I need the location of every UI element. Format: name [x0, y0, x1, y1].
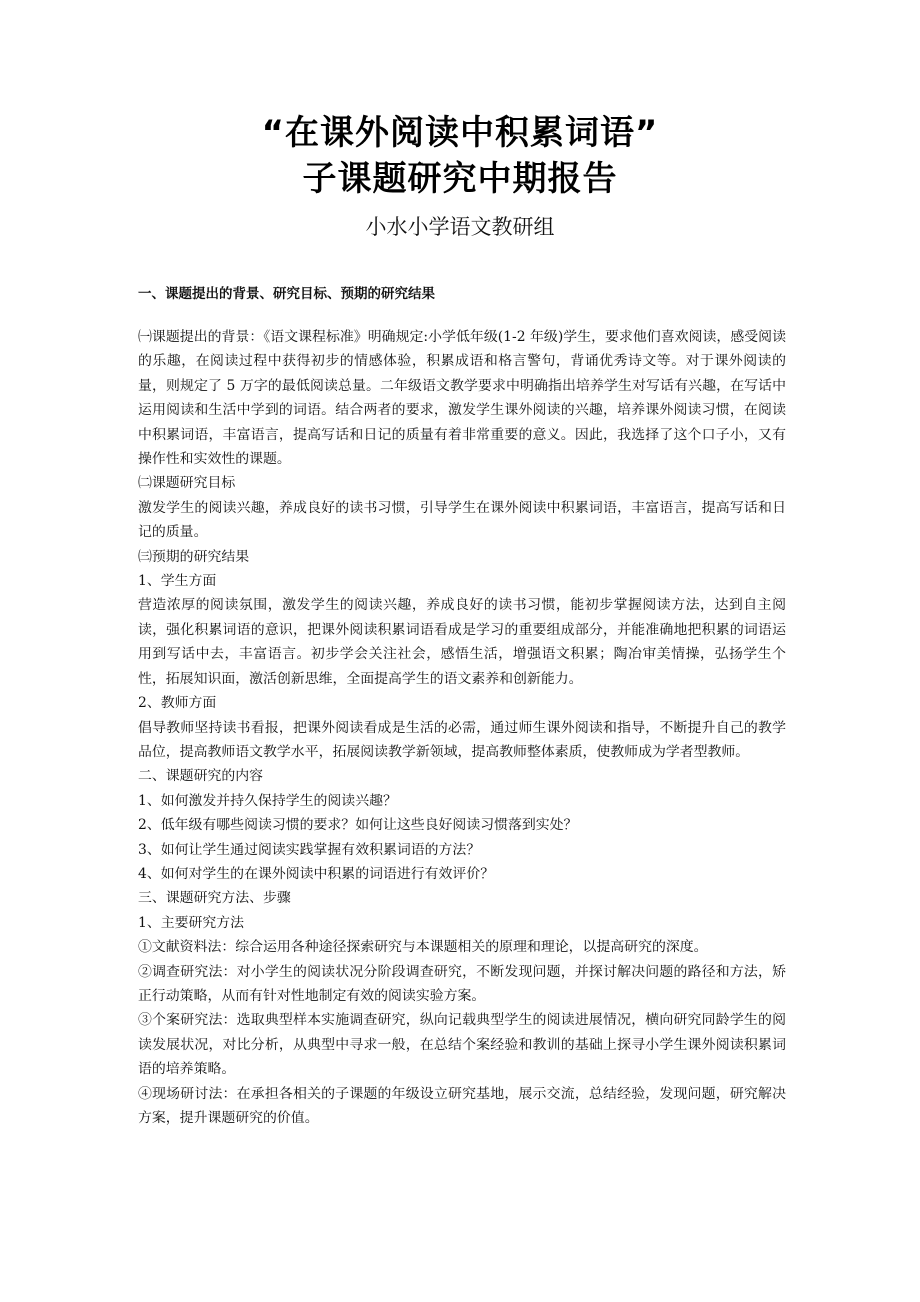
section2-heading: 二、课题研究的内容 — [138, 768, 264, 785]
method-field-study: ④现场研讨法：在承担各相关的子课题的年级设立研究基地，展示交流，总结经验，发现问题，研究解决方案，提升课题研究的价值。 — [138, 1085, 786, 1126]
heading-students: 1、学生方面 — [138, 573, 217, 590]
heading-research-goal: ㈡课题研究目标 — [138, 475, 236, 492]
content-item-3: 3、如何让学生通过阅读实践掌握有效积累词语的方法？ — [138, 841, 481, 858]
content-item-2: 2、低年级有哪些阅读习惯的要求？如何让这些良好阅读习惯落到实处？ — [138, 817, 578, 834]
heading-main-methods: 1、主要研究方法 — [138, 914, 245, 931]
paragraph-teachers: 倡导教师坚持读书看报，把课外阅读看成是生活的必需，通过师生课外阅读和指导，不断提升自己的教学品位，提高教师语文教学水平，拓展阅读教学新领域，提高教师整体素质，使教师成为学者型教师。 — [138, 719, 786, 760]
content-item-4: 4、如何对学生的在课外阅读中积累的词语进行有效评价？ — [138, 865, 495, 882]
paragraph-background: ㈠课题提出的背景：《语文课程标准》明确规定:小学低年级(1-2 年级)学生，要求他们喜欢阅读，感受阅读的乐趣，在阅读过程中获得初步的情感体验，积累成语和格言警句，背诵优秀诗文等。对于课外阅读的量，则规定了 5 万字的最低阅读总量。二年级语文教学要求中明确指出培养学生对写话有兴趣，在写话中运用阅读和生活中学到的词语。结合两者的要求，激发学生课外阅读的兴趣，培养课外阅读习惯，在阅读中积累词语，丰富语言，提高写话和日记的质量有着非常重要的意义。因此，我选择了这个口子小，又有操作性和实效性的课题。 — [138, 329, 786, 468]
document-author: 小水小学语文教研组 — [365, 215, 555, 239]
method-case-study: ③个案研究法：选取典型样本实施调查研究，纵向记载典型学生的阅读进展情况，横向研究同龄学生的阅读发展状况，对比分析，从典型中寻求一般，在总结个案经验和教训的基础上探寻小学生课外阅读积累词语的培养策略。 — [138, 1012, 786, 1078]
paragraph-students: 营造浓厚的阅读氛围，激发学生的阅读兴趣，养成良好的读书习惯，能初步掌握阅读方法，达到自主阅读，强化积累词语的意识，把课外阅读积累词语看成是学习的重要组成部分，并能准确地把积累的词语运用到写话中去，丰富语言。初步学会关注社会，感悟生活，增强语文积累；陶冶审美情操，弘扬学生个性，拓展知识面，激活创新思维，全面提高学生的语文素养和创新能力。 — [138, 597, 786, 687]
title-block — [0, 110, 920, 242]
heading-teachers: 2、教师方面 — [138, 695, 217, 712]
document-body — [138, 325, 786, 1130]
document-title-line2: 子课题研究中期报告 — [302, 159, 618, 199]
section1-heading: 一、课题提出的背景、研究目标、预期的研究结果 — [138, 286, 435, 302]
document-title-line1: “在课外阅读中积累词语” — [261, 113, 659, 153]
method-survey: ②调查研究法：对小学生的阅读状况分阶段调查研究，不断发现问题，并探讨解决问题的路径和方法，矫正行动策略，从而有针对性地制定有效的阅读实验方案。 — [138, 963, 786, 1004]
content-item-1: 1、如何激发并持久保持学生的阅读兴趣？ — [138, 792, 397, 809]
section3-heading: 三、课题研究方法、步骤 — [138, 890, 291, 907]
heading-expected-results: ㈢预期的研究结果 — [138, 548, 250, 565]
paragraph-research-goal: 激发学生的阅读兴趣，养成良好的读书习惯，引导学生在课外阅读中积累词语，丰富语言，提高写话和日记的质量。 — [138, 499, 786, 541]
method-literature: ①文献资料法：综合运用各种途径探索研究与本课题相关的原理和理论，以提高研究的深度。 — [138, 939, 708, 956]
